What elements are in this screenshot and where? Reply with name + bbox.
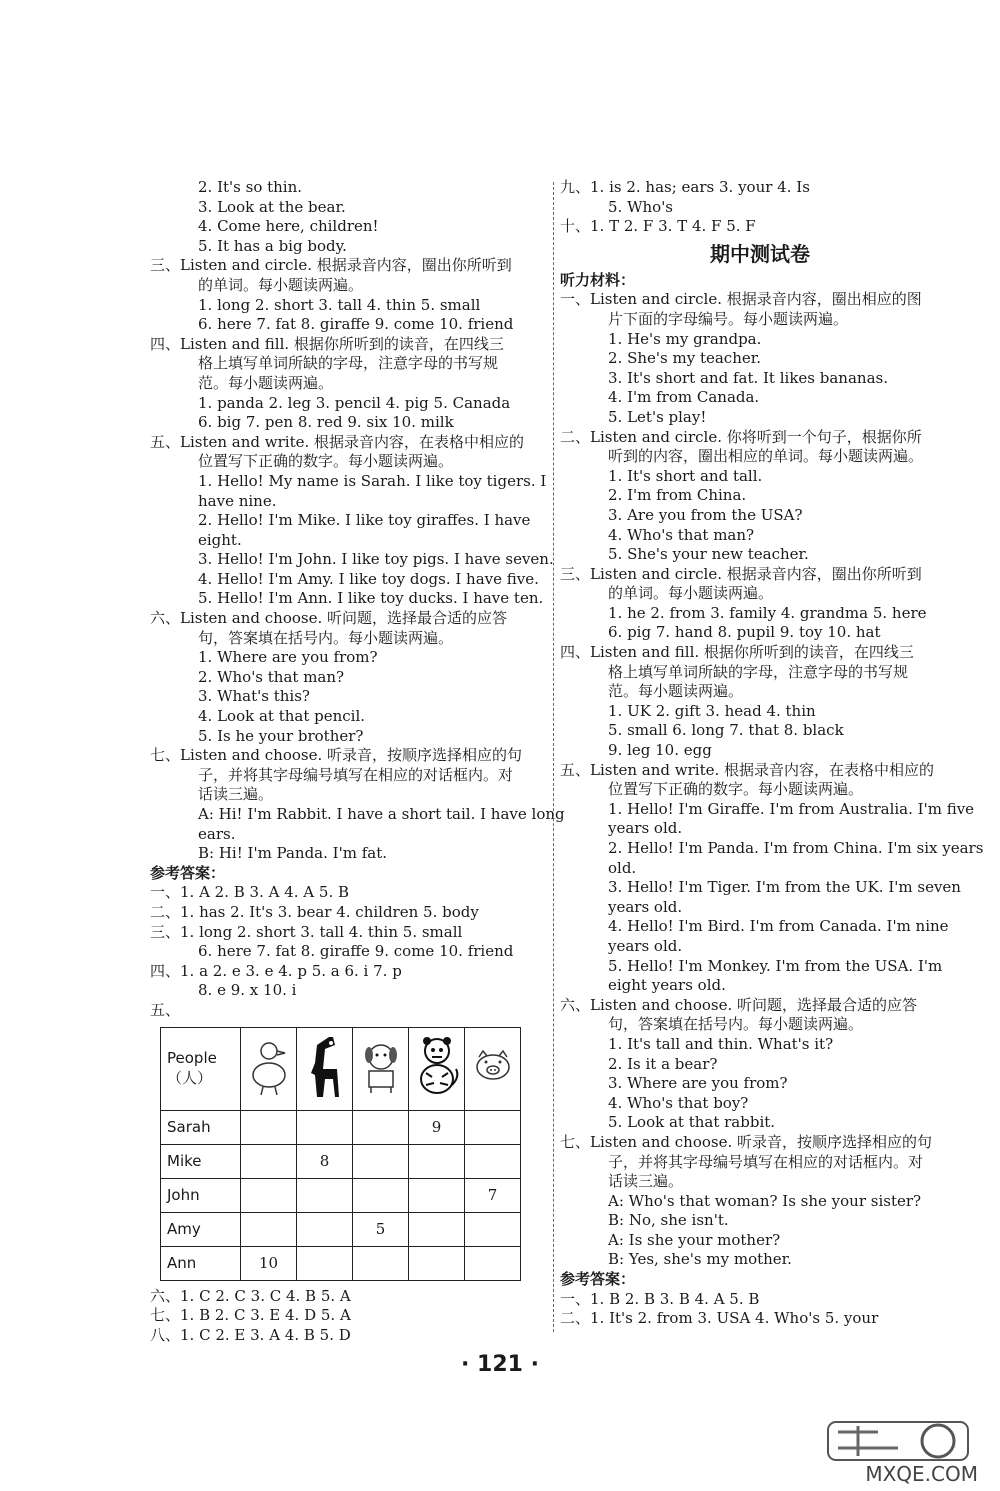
row-name: Ann (161, 1246, 241, 1280)
text-line: 6. here 7. fat 8. giraffe 9. come 10. friend (198, 315, 514, 334)
watermark-logo (778, 1418, 978, 1486)
table-cell: 8 (297, 1144, 353, 1178)
text-line: 片下面的字母编号。每小题读两遍。 (608, 309, 849, 328)
text-line: eight. (198, 530, 242, 549)
text-line: 2. She's my teacher. (608, 349, 762, 368)
table-cell (353, 1110, 409, 1144)
pig-icon (465, 1027, 521, 1110)
table-cell (465, 1110, 521, 1144)
text-line: 5. small 6. long 7. that 8. black (608, 721, 844, 740)
table-cell (297, 1178, 353, 1212)
text-line: 2. Is it a bear? (608, 1054, 718, 1073)
text-line: 3. Hello! I'm Tiger. I'm from the UK. I'm seven (608, 878, 961, 897)
text-line: 1. Hello! My name is Sarah. I like toy tigers. I (198, 471, 547, 490)
text-line: 4. I'm from Canada. (608, 388, 760, 407)
text-line: 4. Who's that man? (608, 525, 755, 544)
table-cell (353, 1144, 409, 1178)
text-line: 一、1. B 2. B 3. B 4. A 5. B (560, 1289, 760, 1308)
table-row (161, 1110, 521, 1144)
watermark-url: MXQE.COM (865, 1462, 978, 1486)
text-line: 一、Listen and circle. 根据录音内容，圈出相应的图 (560, 290, 922, 309)
text-line: 七、1. B 2. C 3. E 4. D 5. A (150, 1306, 351, 1325)
column-divider (553, 182, 555, 1332)
text-line: 1. he 2. from 3. family 4. grandma 5. here (608, 603, 927, 622)
table-cell (465, 1212, 521, 1246)
table-cell: 7 (465, 1178, 521, 1212)
text-line: 的单词。每小题读两遍。 (198, 275, 364, 294)
text-line: 5. Look at that rabbit. (608, 1113, 776, 1132)
text-line: 二、1. has 2. It's 3. bear 4. children 5. body (150, 902, 479, 921)
text-line: 4. Who's that boy? (608, 1093, 749, 1112)
right-text-block (560, 270, 984, 1329)
text-line: 1. It's tall and thin. What's it? (608, 1034, 834, 1053)
text-line: 四、Listen and fill. 根据你所听到的读音，在四线三 (560, 643, 914, 662)
table-cell (297, 1246, 353, 1280)
table-cell (409, 1246, 465, 1280)
right-top-answers (560, 178, 960, 237)
text-line: 9. leg 10. egg (608, 741, 712, 760)
text-line: 6. pig 7. hand 8. pupil 9. toy 10. hat (608, 623, 881, 642)
text-line: 5. Is he your brother? (198, 726, 364, 745)
text-line: 位置写下正确的数字。每小题读两遍。 (198, 452, 454, 471)
table-cell (353, 1178, 409, 1212)
table-row (161, 1246, 521, 1280)
table-header-people: People（人） (161, 1027, 241, 1110)
text-line: 5. Hello! I'm Monkey. I'm from the USA. I'm (608, 956, 943, 975)
text-line: 3. Look at the bear. (198, 197, 346, 216)
duck-icon (241, 1027, 297, 1110)
text-line: 范。每小题读两遍。 (198, 373, 334, 392)
text-line: 1. Where are you from? (198, 648, 378, 667)
text-line: 听力材料： (560, 270, 636, 289)
left-text-block (150, 178, 565, 1021)
text-line: 格上填写单词所缺的字母，注意字母的书写规 (198, 354, 499, 373)
text-line: have nine. (198, 491, 277, 510)
row-name: Amy (161, 1212, 241, 1246)
text-line: 6. here 7. fat 8. giraffe 9. come 10. friend (198, 942, 514, 961)
text-line: 6. big 7. pen 8. red 9. six 10. milk (198, 413, 454, 432)
table-cell (241, 1144, 297, 1178)
text-line: ears. (198, 824, 236, 843)
table-cell (465, 1144, 521, 1178)
text-line: years old. (608, 819, 683, 838)
giraffe-icon (297, 1027, 353, 1110)
text-line: 三、Listen and circle. 根据录音内容，圈出你所听到 (560, 564, 922, 583)
table-cell (241, 1178, 297, 1212)
table-cell (409, 1144, 465, 1178)
text-line: 3. It's short and fat. It likes bananas. (608, 368, 888, 387)
text-line: 3. Are you from the USA? (608, 505, 803, 524)
text-line: 子，并将其字母编号填写在相应的对话框内。对 (608, 1152, 924, 1171)
text-line: 格上填写单词所缺的字母，注意字母的书写规 (608, 662, 909, 681)
text-line: 2. Who's that man? (198, 667, 345, 686)
table-cell (241, 1212, 297, 1246)
text-line: 五、Listen and write. 根据录音内容，在表格中相应的 (150, 432, 525, 451)
text-line: 3. Where are you from? (608, 1074, 788, 1093)
text-line: 听到的内容，圈出相应的单词。每小题读两遍。 (608, 447, 924, 466)
table-row (161, 1144, 521, 1178)
text-line: 5. She's your new teacher. (608, 545, 809, 564)
text-line: 一、1. A 2. B 3. A 4. A 5. B (150, 883, 350, 902)
text-line: A: Is she your mother? (608, 1230, 781, 1249)
text-line: 2. I'm from China. (608, 486, 747, 505)
text-line: 五、 (150, 1000, 181, 1019)
text-line: 二、Listen and circle. 你将听到一个句子，根据你所 (560, 427, 922, 446)
table-cell (297, 1212, 353, 1246)
text-line: 二、1. It's 2. from 3. USA 4. Who's 5. your (560, 1309, 879, 1328)
left-column (150, 178, 565, 1345)
text-line: 七、Listen and choose. 听录音，按顺序选择相应的句 (560, 1132, 932, 1151)
text-line: 5. Hello! I'm Ann. I like toy ducks. I have ten. (198, 589, 544, 608)
text-line: 2. Hello! I'm Panda. I'm from China. I'm six years (608, 839, 984, 857)
table-cell (465, 1246, 521, 1280)
text-line: 1. He's my grandpa. (608, 329, 762, 348)
text-line: 话读三遍。 (198, 785, 274, 804)
row-name: John (161, 1178, 241, 1212)
text-line: 5. Let's play! (608, 407, 707, 426)
text-line: 1. UK 2. gift 3. head 4. thin (608, 701, 816, 720)
text-line: 三、Listen and circle. 根据录音内容，圈出你所听到 (150, 256, 512, 275)
text-line: 的单词。每小题读两遍。 (608, 584, 774, 603)
text-line: 3. What's this? (198, 687, 310, 706)
text-line: 5. Who's (608, 197, 674, 216)
dog-icon (353, 1027, 409, 1110)
text-line: 4. Come here, children! (198, 217, 379, 236)
text-line: 八、1. C 2. E 3. A 4. B 5. D (150, 1325, 351, 1344)
text-line: 三、1. long 2. short 3. tall 4. thin 5. small (150, 922, 463, 941)
text-line: 四、1. a 2. e 3. e 4. p 5. a 6. i 7. p (150, 961, 402, 980)
text-line: 4. Hello! I'm Bird. I'm from Canada. I'm nine (608, 917, 949, 936)
text-line: 1. Hello! I'm Giraffe. I'm from Australia. I'm five (608, 799, 975, 818)
text-line: 范。每小题读两遍。 (608, 682, 744, 701)
text-line: B: Yes, she's my mother. (608, 1250, 792, 1269)
text-line: 参考答案： (150, 863, 226, 882)
text-line: A: Who's that woman? Is she your sister? (608, 1191, 922, 1210)
text-line: 1. panda 2. leg 3. pencil 4. pig 5. Canada (198, 393, 511, 412)
left-answers-block (150, 1287, 550, 1346)
text-line: 参考答案： (560, 1270, 636, 1289)
text-line: B: Hi! I'm Panda. I'm fat. (198, 844, 387, 863)
text-line: 十、1. T 2. F 3. T 4. F 5. F (560, 217, 756, 236)
text-line: eight years old. (608, 976, 726, 995)
text-line: 4. Look at that pencil. (198, 707, 366, 726)
text-line: 1. It's short and tall. (608, 466, 763, 485)
text-line: 2. It's so thin. (198, 178, 303, 196)
text-line: years old. (608, 897, 683, 916)
text-line: 3. Hello! I'm John. I like toy pigs. I have seven. (198, 550, 554, 569)
text-line: B: No, she isn't. (608, 1211, 729, 1230)
text-line: 1. long 2. short 3. tall 4. thin 5. small (198, 295, 481, 314)
table-cell (353, 1246, 409, 1280)
text-line: 子，并将其字母编号填写在相应的对话框内。对 (198, 765, 514, 784)
text-line: 句，答案填在括号内。每小题读两遍。 (608, 1015, 864, 1034)
text-line: 四、Listen and fill. 根据你所听到的读音，在四线三 (150, 334, 504, 353)
table-cell: 10 (241, 1246, 297, 1280)
table-cell (297, 1110, 353, 1144)
right-column (560, 178, 984, 1329)
text-line: 九、1. is 2. has; ears 3. your 4. Is (560, 178, 810, 196)
text-line: 七、Listen and choose. 听录音，按顺序选择相应的句 (150, 746, 522, 765)
tiger-icon (409, 1027, 465, 1110)
text-line: 六、1. C 2. C 3. C 4. B 5. A (150, 1286, 351, 1305)
page-number: · 121 · (461, 1352, 539, 1377)
row-name: Sarah (161, 1110, 241, 1144)
watermark-logo-icon (778, 1418, 978, 1464)
section-title: 期中测试卷 (710, 241, 810, 266)
text-line: 4. Hello! I'm Amy. I like toy dogs. I have five. (198, 569, 539, 588)
table-row (161, 1178, 521, 1212)
row-name: Mike (161, 1144, 241, 1178)
table-cell: 5 (353, 1212, 409, 1246)
table-cell (409, 1212, 465, 1246)
text-line: 六、Listen and choose. 听问题，选择最合适的应答 (560, 995, 917, 1014)
table-cell (409, 1178, 465, 1212)
text-line: A: Hi! I'm Rabbit. I have a short tail. I have long (198, 805, 565, 823)
table-cell: 9 (409, 1110, 465, 1144)
text-line: 5. It has a big body. (198, 236, 347, 255)
text-line: 话读三遍。 (608, 1172, 684, 1191)
text-line: 六、Listen and choose. 听问题，选择最合适的应答 (150, 609, 507, 628)
text-line: old. (608, 858, 637, 877)
answer-table (160, 1027, 521, 1281)
text-line: 2. Hello! I'm Mike. I like toy giraffes. I have (198, 511, 531, 530)
text-line: years old. (608, 936, 683, 955)
text-line: 位置写下正确的数字。每小题读两遍。 (608, 780, 864, 799)
text-line: 8. e 9. x 10. i (198, 981, 297, 1000)
table-row (161, 1212, 521, 1246)
table-cell (241, 1110, 297, 1144)
text-line: 句，答案填在括号内。每小题读两遍。 (198, 628, 454, 647)
text-line: 五、Listen and write. 根据录音内容，在表格中相应的 (560, 760, 935, 779)
